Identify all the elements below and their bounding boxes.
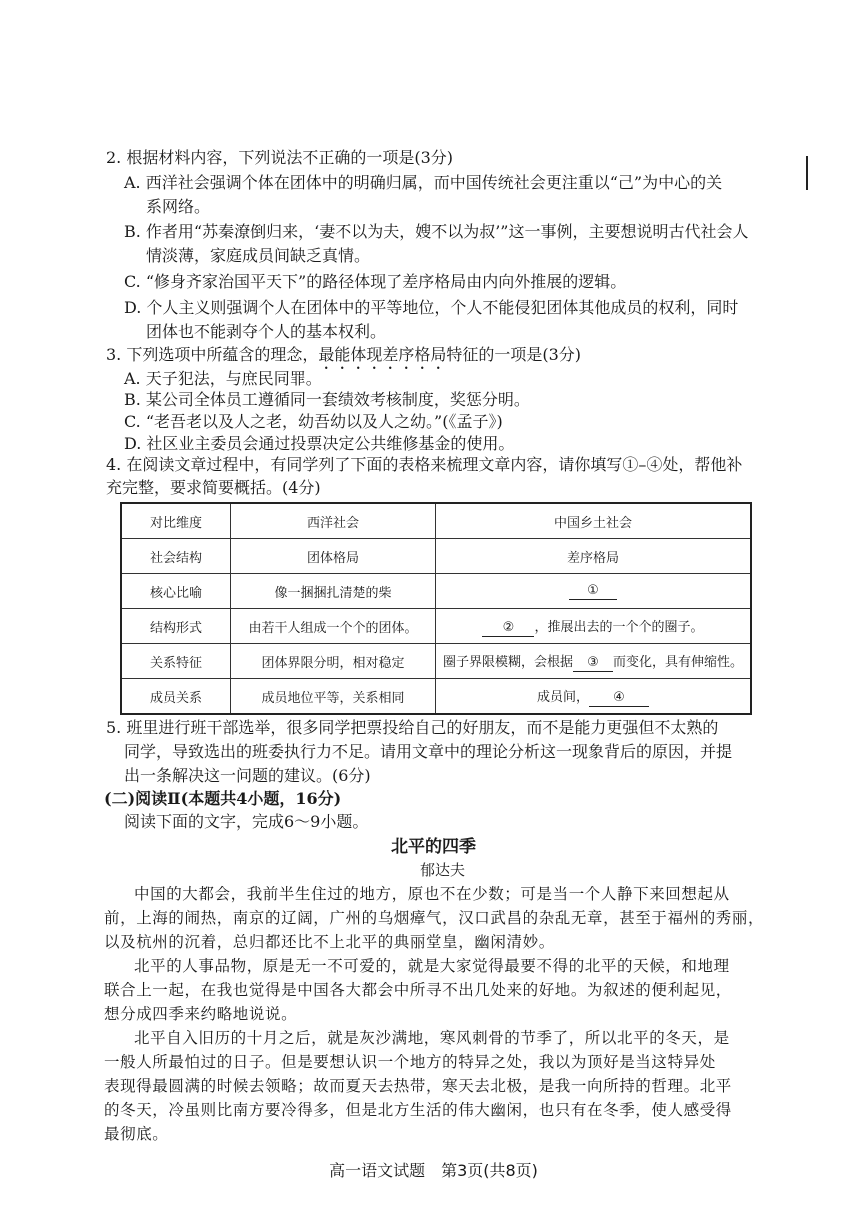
paragraph-line: 的冬天，冷虽则比南方要冷得多，但是北方生活的伟大幽闲，也只有在冬季，使人感受得 <box>104 1101 732 1119</box>
table-cell-west: 像一捆捆扎清楚的柴 <box>231 574 436 609</box>
table-cell-text: 而变化，具有伸缩性。 <box>613 654 744 670</box>
table-row <box>121 644 751 679</box>
q5-stem: 5. 班里进行班干部选举，很多同学把票投给自己的好朋友，而不是能力更强但不太熟的 <box>106 718 719 737</box>
table-cell-china <box>436 679 752 715</box>
table-cell-text: 圈子界限模糊，会根据 <box>442 654 573 670</box>
paragraph-line: 想分成四季来约略地说说。 <box>104 1005 298 1023</box>
q5-stem-cont: 同学，导致选出的班委执行力不足。请用文章中的理论分析这一现象背后的原因，并提 <box>124 742 733 761</box>
paragraph-line: 最彻底。 <box>104 1125 169 1143</box>
table-row <box>121 609 751 644</box>
answer-blank-1: ① <box>569 583 617 600</box>
table-cell-dimension: 关系特征 <box>121 644 231 679</box>
comparison-table <box>120 502 752 715</box>
paragraph-line: 前，上海的闹热，南京的辽阔，广州的乌烟瘴气，汉口武昌的杂乱无章，甚至于福州的秀丽， <box>104 909 765 927</box>
table-cell-text: ，推展出去的一个个的圈子。 <box>534 619 704 635</box>
answer-blank-3: ③ <box>573 655 613 672</box>
page-footer: 高一语文试题 第3页(共8页) <box>329 1161 538 1180</box>
q3-option-c: C. “老吾老以及人之老，幼吾幼以及人之幼。”(《孟子》) <box>124 412 503 431</box>
table-cell-china <box>436 574 752 609</box>
table-row <box>121 539 751 574</box>
table-header: 西洋社会 <box>231 503 436 539</box>
table-cell-china: 差序格局 <box>436 539 752 574</box>
answer-blank-2: ② <box>482 620 534 637</box>
answer-blank-4: ④ <box>589 690 649 707</box>
section-heading: (二)阅读Ⅱ(本题共4小题，16分) <box>104 789 342 808</box>
table-cell-dimension: 结构形式 <box>121 609 231 644</box>
table-header: 中国乡土社会 <box>436 503 752 539</box>
q3-stem-pre: 3. 下列选项中所蕴含的理念， <box>106 345 319 364</box>
q4-stem: 4. 在阅读文章过程中，有同学列了下面的表格来梳理文章内容，请你填写①–④处，帮他补 <box>106 455 743 474</box>
table-header: 对比维度 <box>121 503 231 539</box>
q3-stem-post: 特征的一项是(3分) <box>446 345 582 364</box>
table-row <box>121 574 751 609</box>
q3-option-a: A. 天子犯法，与庶民同罪。 <box>124 369 322 388</box>
table-cell-west: 成员地位平等，关系相同 <box>231 679 436 715</box>
table-cell-china <box>436 609 752 644</box>
paragraph-line: 北平的人事品物，原是无一不可爱的，就是大家觉得最要不得的北平的天候，和地理 <box>134 957 730 975</box>
q2-option-a-cont: 系网络。 <box>146 197 211 216</box>
section-instruction: 阅读下面的文字，完成6～9小题。 <box>124 812 369 831</box>
q5-stem-cont: 出一条解决这一问题的建议。(6分) <box>124 766 371 785</box>
table-cell-west: 由若干人组成一个个的团体。 <box>231 609 436 644</box>
table-cell-text: 成员间， <box>536 689 589 705</box>
q2-option-d: D. 个人主义则强调个人在团体中的平等地位，个人不能侵犯团体其他成员的权利，同时 <box>124 298 739 317</box>
margin-mark <box>806 156 808 190</box>
q2-option-d-cont: 团体也不能剥夺个人的基本权利。 <box>146 322 387 341</box>
q2-stem: 2. 根据材料内容，下列说法不正确的一项是(3分) <box>106 148 454 167</box>
paragraph-line: 中国的大都会，我前半生住过的地方，原也不在少数；可是当一个人静下来回想起从 <box>134 885 730 903</box>
table-cell-china <box>436 644 752 679</box>
table-row <box>121 679 751 715</box>
q2-option-a: A. 西洋社会强调个体在团体中的明确归属，而中国传统社会更注重以“己”为中心的关 <box>124 173 723 192</box>
paragraph-line: 以及杭州的沉着，总归都还比不上北平的典丽堂皇，幽闲清妙。 <box>104 933 555 951</box>
q4-stem-cont: 充完整，要求简要概括。(4分) <box>106 478 321 497</box>
table-cell-dimension: 核心比喻 <box>121 574 231 609</box>
table-cell-west: 团体界限分明，相对稳定 <box>231 644 436 679</box>
table-cell-dimension: 成员关系 <box>121 679 231 715</box>
table-cell-west: 团体格局 <box>231 539 436 574</box>
q2-option-b-cont: 情淡薄，家庭成员间缺乏真情。 <box>146 246 371 265</box>
article-title: 北平的四季 <box>391 837 476 857</box>
q3-stem-emphasis: 最能体现差序格局 <box>318 345 447 364</box>
paragraph-line: 一般人所最怕过的日子。但是要想认识一个地方的特异之处，我以为顶好是当这特异处 <box>104 1053 716 1071</box>
paragraph-line: 北平自入旧历的十月之后，就是灰沙满地，寒风刺骨的节季了，所以北平的冬天，是 <box>134 1029 730 1047</box>
q2-option-b: B. 作者用“苏秦潦倒归来，‘妻不以为夫，嫂不以为叔’”这一事例，主要想说明古代社会人 <box>124 222 749 241</box>
q3-option-d: D. 社区业主委员会通过投票决定公共维修基金的使用。 <box>124 434 515 453</box>
q3-option-b: B. 某公司全体员工遵循同一套绩效考核制度，奖惩分明。 <box>124 390 530 409</box>
table-cell-dimension: 社会结构 <box>121 539 231 574</box>
paragraph-line: 联合上一起，在我也觉得是中国各大都会中所寻不出几处来的好地。为叙述的便利起见， <box>104 981 732 999</box>
paragraph-line: 表现得最圆满的时候去领略；故而夏天去热带，寒天去北极，是我一向所持的哲理。北平 <box>104 1077 732 1095</box>
q2-option-c: C. “修身齐家治国平天下”的路径体现了差序格局由内向外推展的逻辑。 <box>124 272 627 291</box>
article-author: 郁达夫 <box>419 861 465 879</box>
table-header-row <box>121 503 751 539</box>
